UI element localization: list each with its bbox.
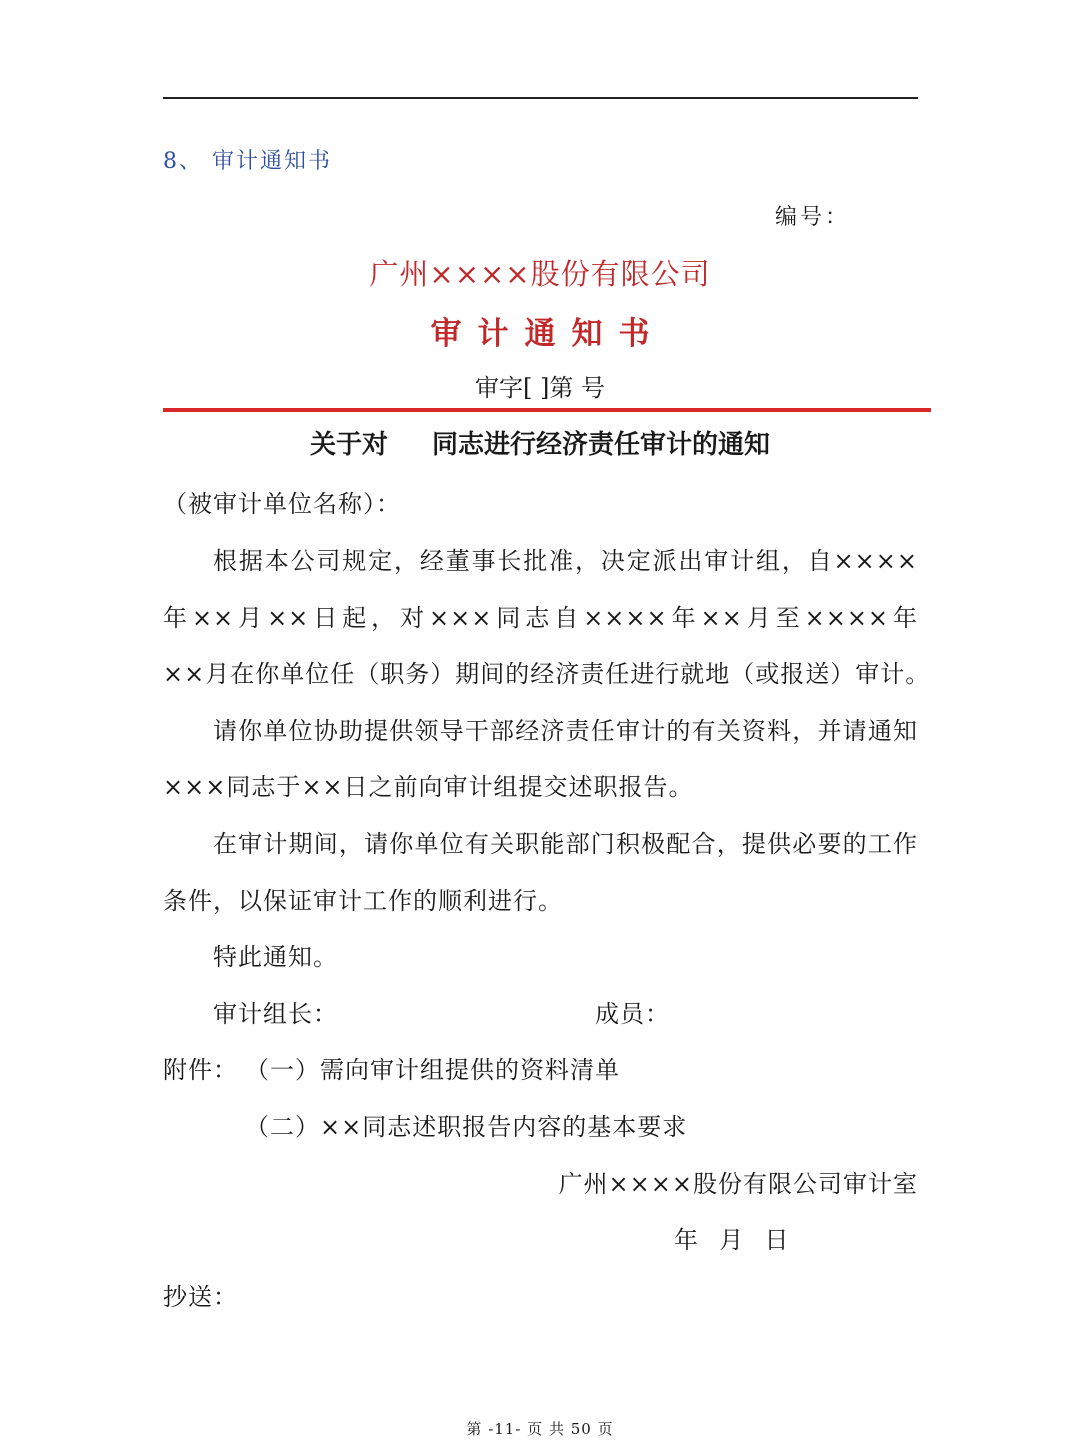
body-line: 请你单位协助提供领导干部经济责任审计的有关资料，并请通知	[213, 717, 918, 745]
document-number-label: 编号：	[775, 205, 851, 230]
top-rule	[163, 97, 918, 99]
cc-label: 抄送：	[163, 1283, 238, 1311]
body-line: ×××同志于××日之前向审计组提交述职报告。	[163, 773, 694, 801]
subject-right: 同志进行经济责任审计的通知	[432, 430, 771, 460]
members-label: 成员：	[595, 1000, 670, 1028]
body-line: 条件，以保证审计工作的顺利进行。	[163, 887, 563, 915]
attachment-item-1: （一）需向审计组提供的资料清单	[245, 1056, 620, 1084]
page-footer: 第 -11- 页 共 50 页	[466, 1420, 614, 1438]
signature-department: 广州××××股份有限公司审计室	[558, 1170, 918, 1198]
red-divider	[163, 408, 931, 412]
audit-leader-label: 审计组长：	[213, 1000, 338, 1028]
body-line: 在审计期间，请你单位有关职能部门积极配合，提供必要的工作	[213, 830, 918, 858]
body-line: ××月在你单位任（职务）期间的经济责任进行就地（或报送）审计。	[163, 660, 931, 688]
signature-date: 年 月 日	[674, 1226, 791, 1254]
document-title: 审计通知书	[430, 316, 666, 352]
body-line: 年××月××日起，对×××同志自××××年××月至××××年	[163, 604, 918, 632]
subject-left: 关于对	[309, 430, 388, 460]
attachment-item-2: （二）××同志述职报告内容的基本要求	[245, 1113, 688, 1141]
addressee: （被审计单位名称）：	[163, 490, 401, 518]
body-line: 根据本公司规定，经董事长批准，决定派出审计组，自××××	[213, 547, 918, 575]
company-name: 广州××××股份有限公司	[369, 257, 711, 291]
reference-number: 审字[ ]第 号	[475, 374, 605, 402]
notice-subject	[0, 424, 1080, 461]
body-line: 特此通知。	[213, 943, 338, 971]
attachment-label: 附件：	[163, 1056, 238, 1084]
section-heading: 8、 审计通知书	[163, 149, 332, 174]
